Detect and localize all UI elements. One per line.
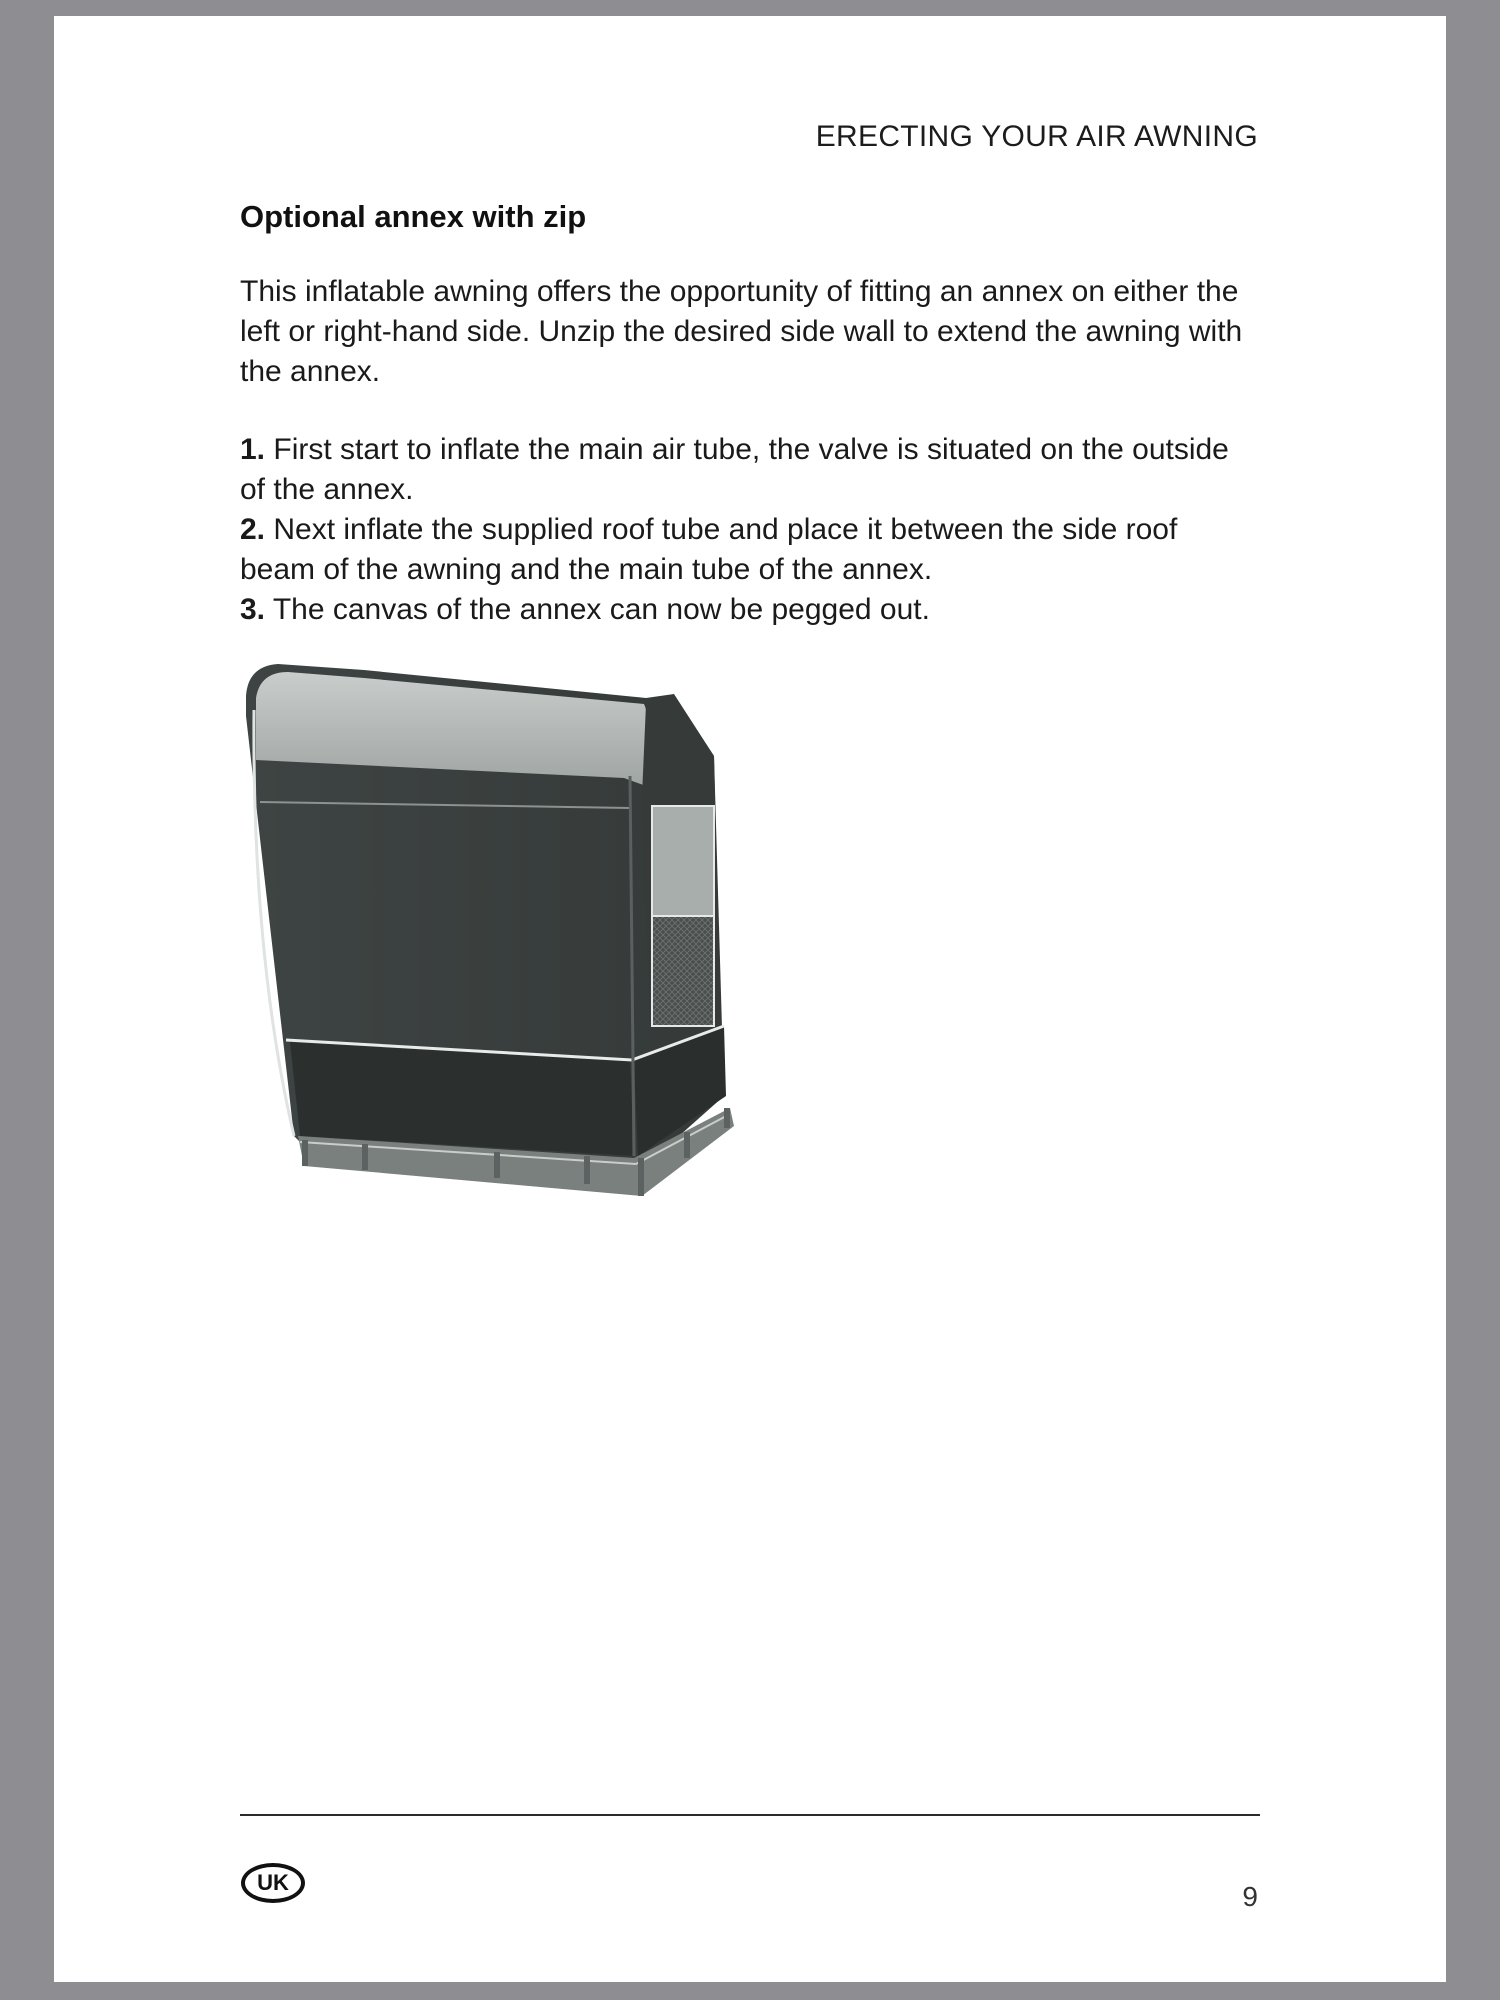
step-item [240, 430, 1260, 510]
running-header: ERECTING YOUR AIR AWNING [815, 120, 1258, 153]
step-item [240, 590, 1260, 630]
step-text: Next inflate the supplied roof tube and place it between the side roof beam of the awning and the main tube of the annex. [240, 513, 1178, 586]
step-text: The canvas of the annex can now be pegged out. [265, 593, 930, 626]
intro-paragraph: This inflatable awning offers the opportunity of fitting an annex on either the left or right-hand side. Unzip the desired side wall to extend the awning with the annex. [240, 275, 1243, 388]
document-page [54, 16, 1446, 1982]
step-text: First start to inflate the main air tube, the valve is situated on the outside of the annex. [240, 433, 1229, 506]
page-number: 9 [1242, 1881, 1258, 1912]
annex-tent-illustration [234, 656, 934, 1296]
step-number: 2. [240, 513, 266, 546]
step-item [240, 510, 1260, 590]
country-badge: UK [241, 1863, 305, 1903]
step-number: 1. [240, 433, 266, 466]
section-title: Optional annex with zip [240, 199, 587, 234]
instruction-steps [240, 430, 1260, 630]
step-number: 3. [240, 593, 266, 626]
footer-divider [240, 1814, 1260, 1816]
